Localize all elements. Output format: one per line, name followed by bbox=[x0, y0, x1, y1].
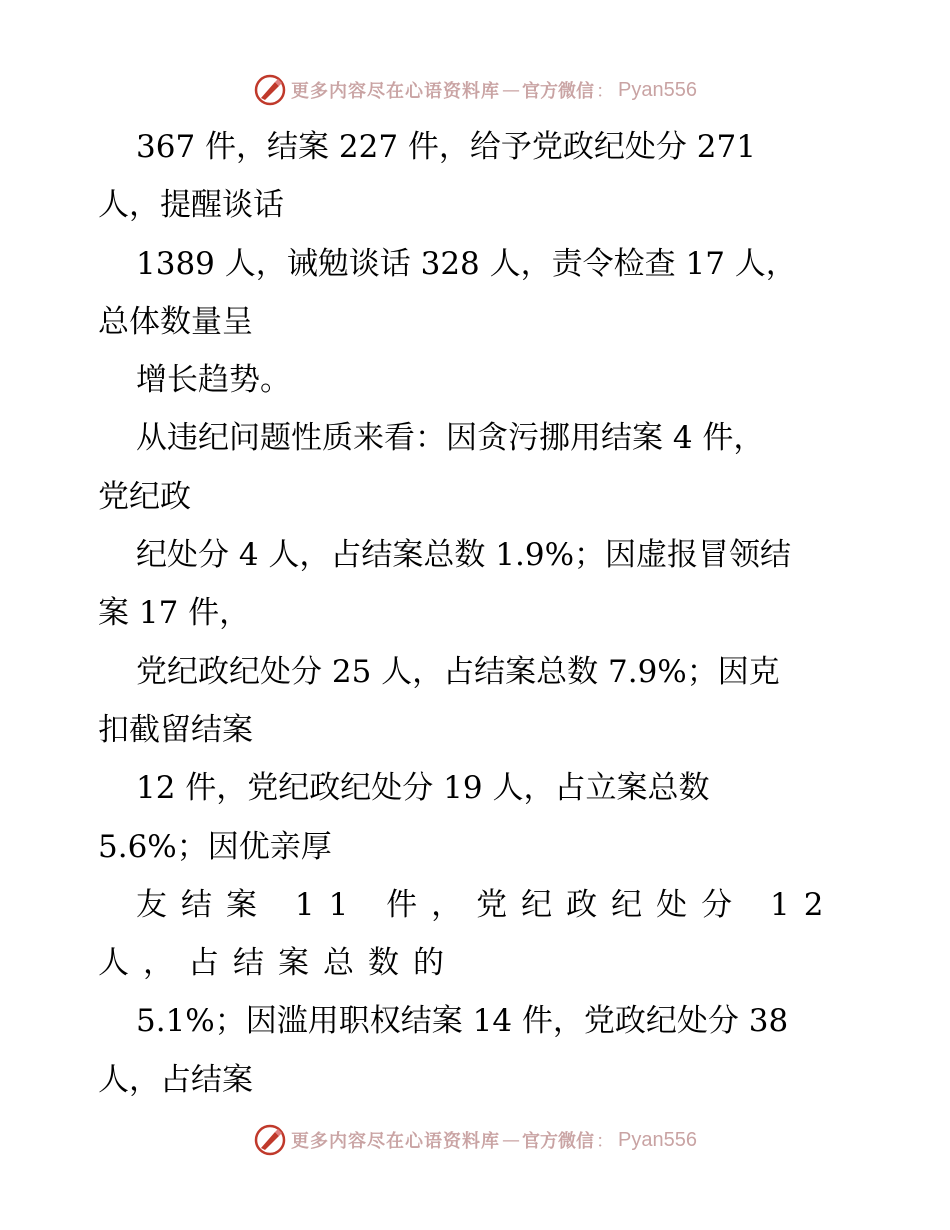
text-line: 人，提醒谈话 bbox=[98, 187, 284, 224]
pen-logo-icon bbox=[253, 73, 287, 107]
text-line: 增长趋势。 bbox=[136, 362, 291, 399]
header-watermark bbox=[0, 70, 950, 110]
header-dash: — bbox=[502, 79, 521, 101]
text-line: 扣截留结案 bbox=[98, 711, 253, 748]
text-line: 党纪政纪处分 25 人，占结案总数 7.9%；因克 bbox=[136, 653, 780, 690]
header-colon: ： bbox=[596, 81, 615, 102]
text-line: 案 17 件， bbox=[98, 595, 251, 632]
header-promo-text: 更多内容尽在心语资料库 bbox=[291, 81, 501, 102]
footer-watermark bbox=[0, 1120, 950, 1160]
text-line: 人，占结案总数的 bbox=[98, 945, 458, 982]
footer-wechat-label: 官方微信 bbox=[522, 1131, 595, 1152]
header-wechat-id: Pyan556 bbox=[618, 78, 697, 101]
text-line: 友结案 11 件，党纪政纪处分 12 bbox=[136, 886, 838, 923]
header-wechat-label: 官方微信 bbox=[522, 81, 595, 102]
footer-promo-text: 更多内容尽在心语资料库 bbox=[291, 1131, 501, 1152]
text-line: 5.1%；因滥用职权结案 14 件，党政纪处分 38 bbox=[136, 1003, 789, 1040]
body-text bbox=[98, 118, 858, 1109]
text-line: 纪处分 4 人，占结案总数 1.9%；因虚报冒领结 bbox=[136, 537, 792, 574]
text-line: 总体数量呈 bbox=[98, 303, 253, 340]
text-line: 从违纪问题性质来看：因贪污挪用结案 4 件， bbox=[136, 420, 765, 457]
footer-wechat-id: Pyan556 bbox=[618, 1128, 697, 1151]
text-line: 5.6%；因优亲厚 bbox=[98, 828, 332, 865]
text-line: 1389 人，诫勉谈话 328 人，责令检查 17 人， bbox=[136, 245, 797, 282]
text-line: 12 件，党纪政纪处分 19 人，占立案总数 bbox=[136, 770, 710, 807]
text-line: 党纪政 bbox=[98, 478, 191, 515]
footer-dash: — bbox=[502, 1129, 521, 1151]
footer-colon: ： bbox=[596, 1131, 615, 1152]
pen-logo-icon bbox=[253, 1123, 287, 1157]
text-line: 367 件，结案 227 件，给予党政纪处分 271 bbox=[136, 129, 756, 165]
text-line: 人，占结案 bbox=[98, 1061, 253, 1098]
